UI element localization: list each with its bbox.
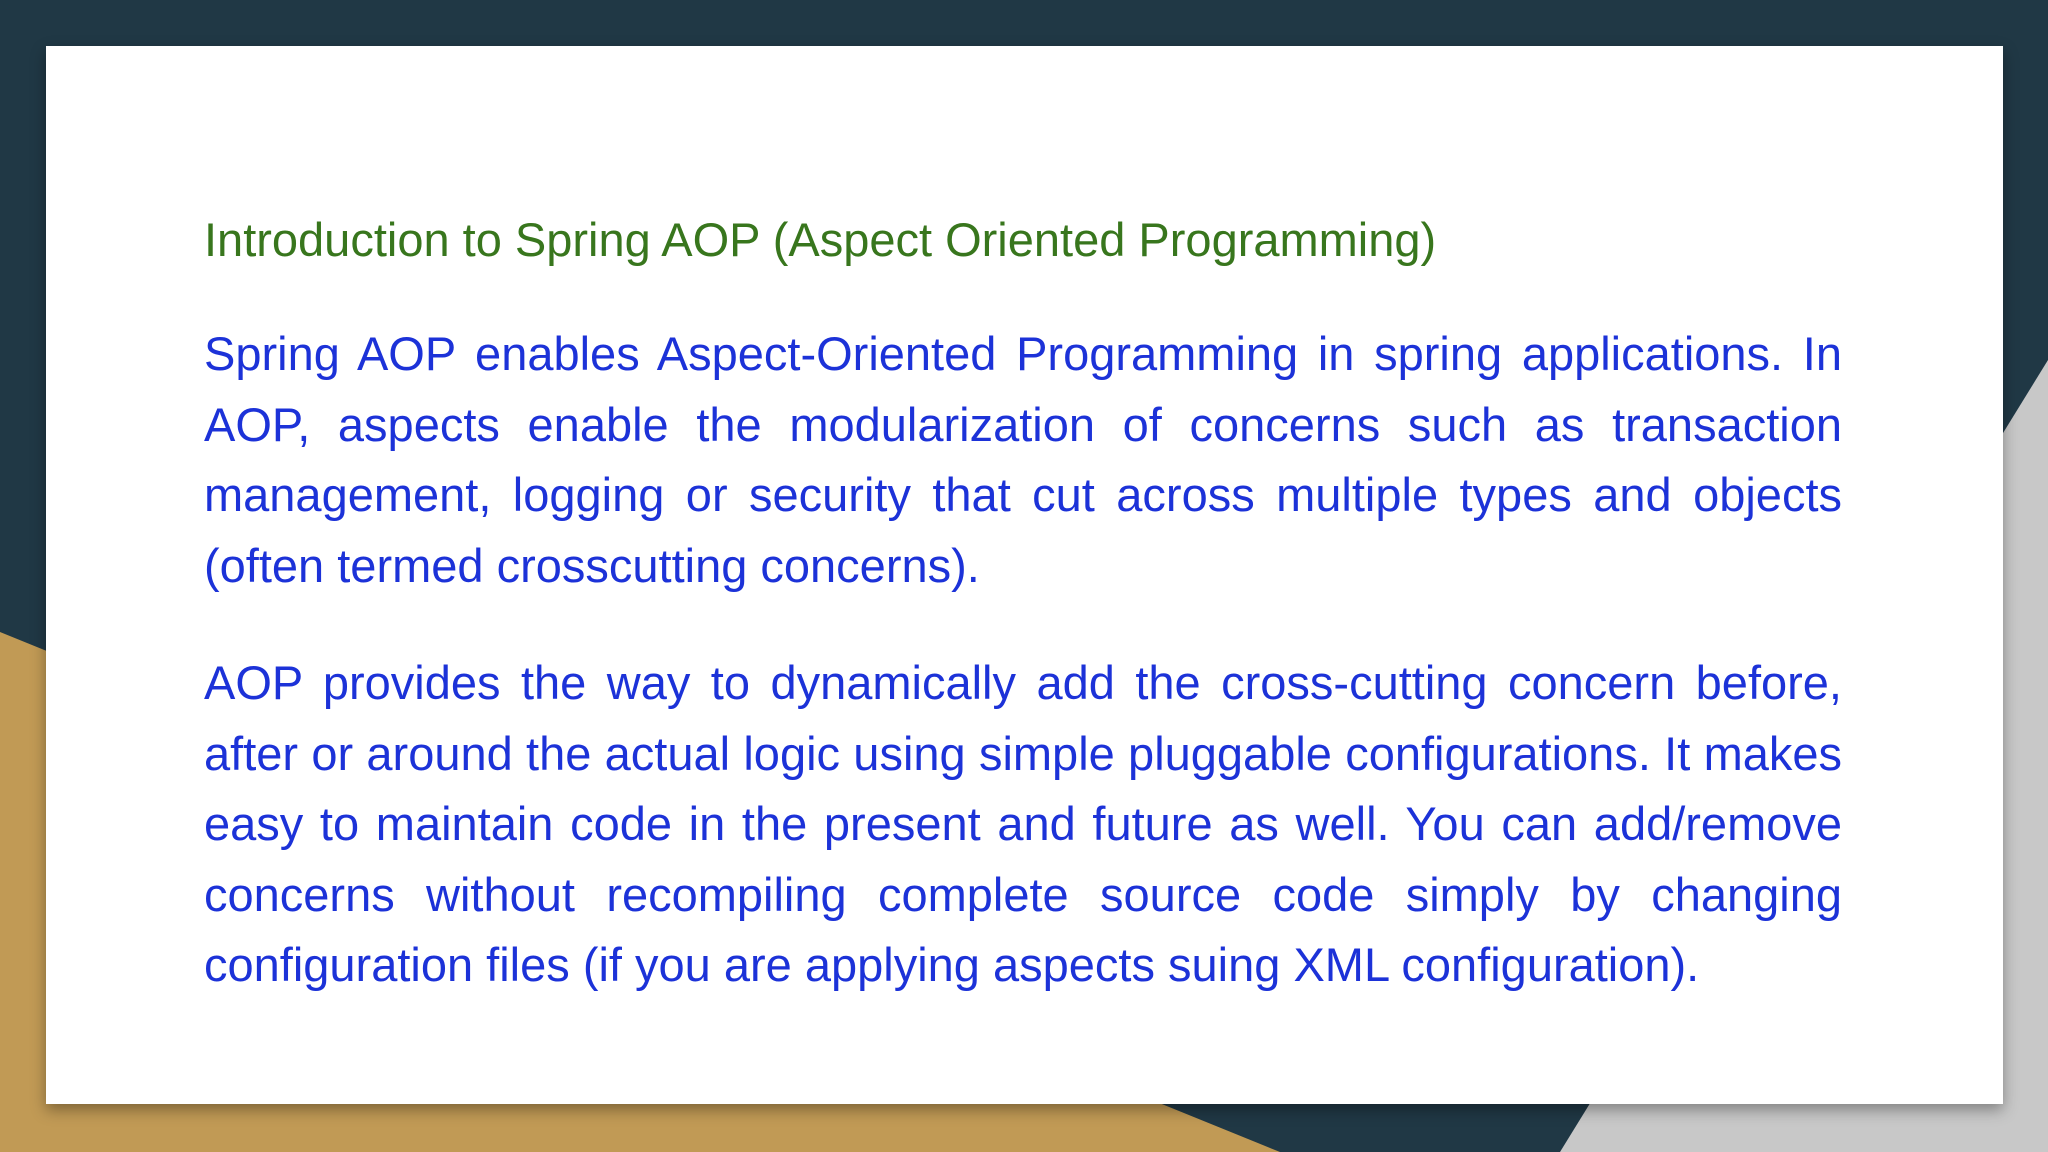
slide-card: [46, 46, 2003, 1104]
paragraph-2: AOP provides the way to dynamically add the cross-cutting concern before, after or around the actual logic using simple pluggable configurations. It makes easy to maintain code in the present and future as well. You can add/remove concerns without recompiling complete source code simply by changing configuration files (if you are applying aspects suing XML configuration).: [204, 656, 1842, 991]
paragraph-1: Spring AOP enables Aspect-Oriented Programming in spring applications. In AOP, aspects enable the modularization of concerns such as transaction management, logging or security that cut across multiple types and objects (often termed crosscutting concerns).: [204, 327, 1842, 592]
slide-title: Introduction to Spring AOP (Aspect Oriented Programming): [204, 213, 1437, 266]
